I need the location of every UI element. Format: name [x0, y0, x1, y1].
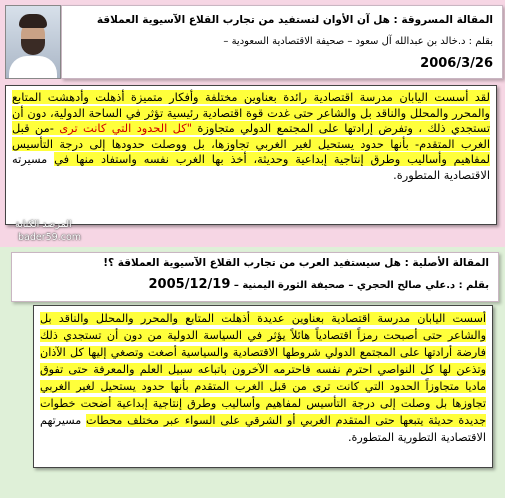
original-article-title: المقالة الأصلية : هل سيستفيد العرب من تجارب القلاع الآسيوية العملاقة ؟!: [103, 257, 489, 269]
stolen-article-body: [5, 85, 497, 225]
stolen-article-date: 2006/3/26: [420, 56, 493, 71]
author-photo: [5, 5, 61, 79]
highlighted-text: لقد أسست اليابان مدرسة اقتصادية رائدة بعناوين مختلفة وأفكار متميزة أذهلت وأدهشت المتابع والمحرر والمحلل والناقد بل والشاعر حتى غدت قوة اقتصادية رئيسية تؤثر في الساحة الدولية، دون أن تستجدي ذلك ، وتفرض إرادتها على المجتمع الدولي متجاوزة: [12, 90, 490, 135]
original-article-text: [34, 306, 492, 450]
stolen-article-title: المقالة المسروقة : هل آن الأوان لنستفيد من تجارب القلاع الآسيوية العملاقة: [96, 14, 493, 26]
watermark-url: bader59.com: [18, 232, 82, 243]
original-article-body: [33, 305, 493, 468]
highlighted-red-text: "كل الحدود التي كانت ترى: [59, 121, 198, 135]
watermark-title: المرصد الكتابة: [15, 219, 72, 230]
original-article-date: 2005/12/19: [148, 277, 231, 292]
highlighted-text: أسست اليابان مدرسة اقتصادية بعناوين عديدة أذهلت المتابع والمحرر والمحلل والناقد بل والشاعر حتى أصبحت رمزاً اقتصادياً هائلاً يؤثر في السياسة الدولية من دون أن تستجدي ذلك فارضة أرادتها على المجتمع الدولي شروطها الاقتصادية والسياسية أصغت وتصغي إليها كل الآذان وتذعن لها كل النواصي احترم نفسه فاحترمه الآخرون باتباعه سبيل العلم والمعرفة حتى تفوق ماديا متجاوزاً الحدود التي كانت ترى من قبل الغرب المتقدم بأنها حدود يستحيل لغير الغربي تجاوزها بل وصلت إلى درجة التأسيس لمفاهيم وأساليب وطرق إنتاجية إبداعية أضحت خطوات جديدة حديثة يتبعها حتى المتقدم الغربي أو الشرقي على السواء عبر مختلف محطات: [40, 312, 486, 427]
stolen-article-header: [61, 5, 503, 79]
stolen-article-text: [6, 86, 496, 187]
plain-text: مسيرتهم الاقتصادية التطورية المتطورة.: [40, 414, 486, 444]
highlighted-text: -من قبل الغرب المتقدم- بأنها حدود يستحيل لغير الغربي تجاوزها، بل ووصلت حدودها إلى درجة التأسيس لمفاهيم وأساليب وطرق إنتاجية إبداعية وحديثة، أخذ بها الغرب نفسه واستفاد منها في: [12, 121, 490, 166]
original-article-header: [11, 252, 499, 302]
plain-text: مسيرته الاقتصادية المتطورة.: [12, 152, 490, 182]
stolen-article-byline: بقلم : د.خالد بن عبدالله آل سعود – صحيفة الاقتصادية السعودية –: [223, 36, 493, 47]
original-article-byline: بقلم : د.علي صالح الحجري – صحيفة الثورة اليمنية – 2005/12/19: [148, 277, 489, 292]
